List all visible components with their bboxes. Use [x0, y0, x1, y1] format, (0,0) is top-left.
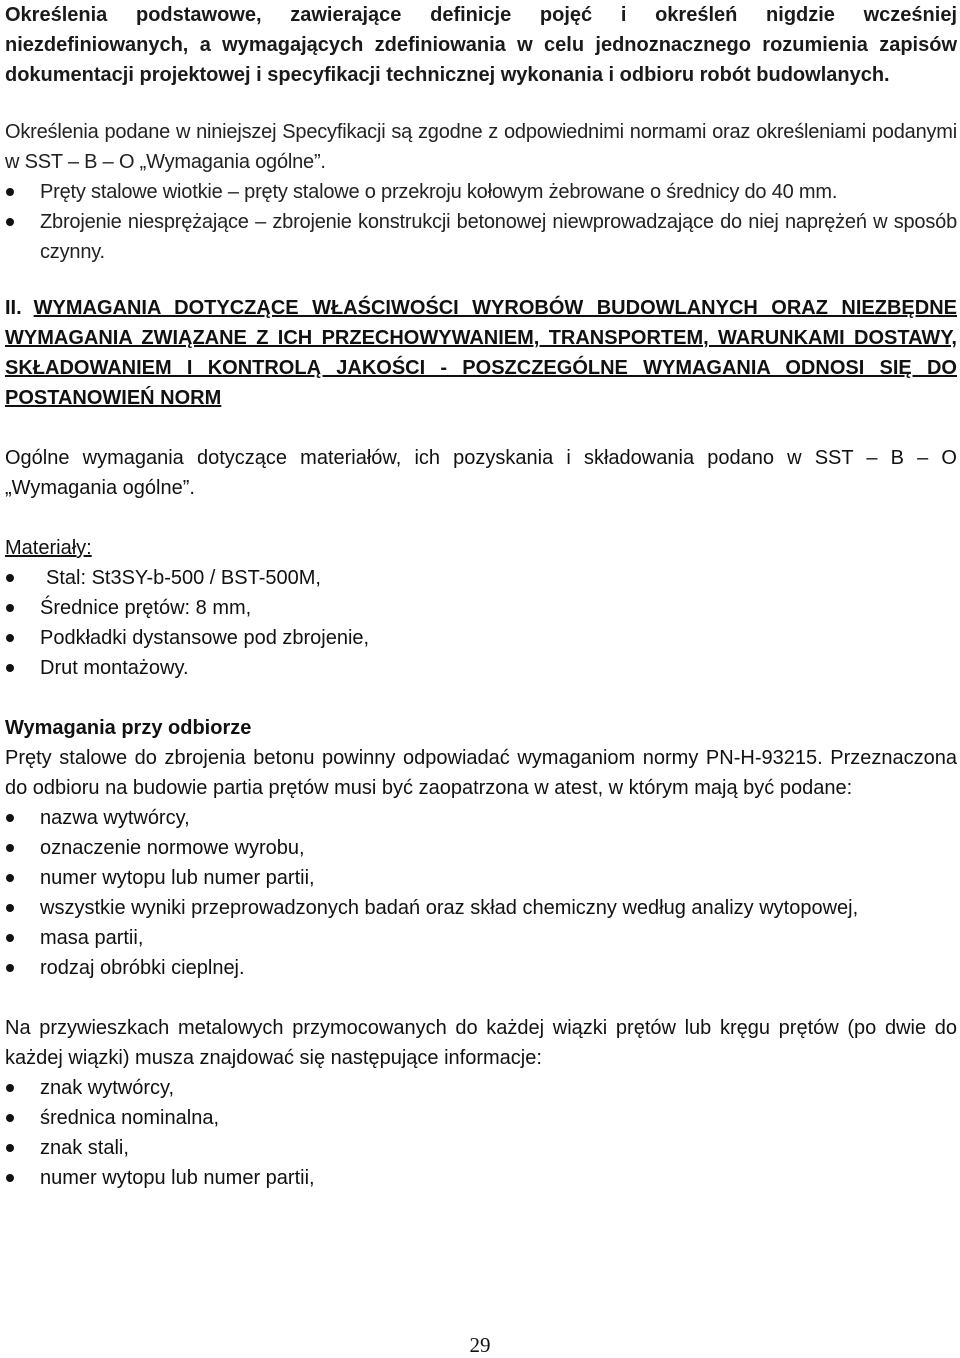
tags-list [5, 1073, 957, 1193]
page-number: 29 [469, 1333, 491, 1357]
materials-heading: Materiały: [5, 537, 92, 559]
general-paragraph: Ogólne wymagania dotyczące materiałów, ich pozyskania i składowania podano w SST – B – O „Wymagania ogólne”. [5, 447, 957, 499]
spacer [5, 683, 957, 713]
document-page [5, 0, 957, 1193]
acceptance-item: rodzaj obróbki cieplnej. [5, 953, 957, 983]
spacer [5, 90, 957, 117]
material-item: Średnice prętów: 8 mm, [5, 593, 957, 623]
acceptance-paragraph: Pręty stalowe do zbrojenia betonu powinny odpowiadać wymaganiom normy PN-H-93215. Przeznaczona do odbioru na budowie partia prętów musi być zaopatrzona w atest, w którym mają być podane: [5, 747, 957, 799]
spacer [5, 413, 957, 443]
acceptance-item: nazwa wytwórcy, [5, 803, 957, 833]
section-number: II. [5, 297, 22, 319]
definition-item: Zbrojenie niesprężające – zbrojenie konstrukcji betonowej niewprowadzające do niej naprężeń w sposób czynny. [5, 207, 957, 267]
spacer [5, 267, 957, 293]
spacer [5, 983, 957, 1013]
tags-paragraph: Na przywieszkach metalowych przymocowanych do każdej wiązki prętów lub kręgu prętów (po dwie do każdej wiązki) musza znajdować się następujące informacje: [5, 1017, 957, 1069]
material-item: Drut montażowy. [5, 653, 957, 683]
intro-paragraph: Określenia podstawowe, zawierające definicje pojęć i określeń nigdzie wcześniej niezdefiniowanych, a wymagających zdefiniowania w celu jednoznacznego rozumienia zapisów dokumentacji projektowej i specyfikacji technicznej wykonania i odbioru robót budowlanych. [5, 4, 957, 86]
section-title: WYMAGANIA DOTYCZĄCE WŁAŚCIWOŚCI WYROBÓW BUDOWLANYCH ORAZ NIEZBĘDNE WYMAGANIA ZWIĄZANE Z ICH PRZECHOWYWANIEM, TRANSPORTEM, WARUNKAMI DOSTAWY, SKŁADOWANIEM I KONTROLĄ JAKOŚCI - POSZCZEGÓLNE WYMAGANIA ODNOSI SIĘ DO POSTANOWIEŃ NORM [5, 297, 957, 409]
materials-list [5, 563, 957, 683]
definitions-paragraph: Określenia podane w niniejszej Specyfikacji są zgodne z odpowiednimi normami oraz określeniami podanymi w SST – B – O „Wymagania ogólne”. [5, 121, 957, 173]
material-item [5, 563, 957, 593]
section-heading [5, 293, 957, 413]
tag-item: znak stali, [5, 1133, 957, 1163]
tag-item: średnica nominalna, [5, 1103, 957, 1133]
acceptance-heading: Wymagania przy odbiorze [5, 717, 252, 739]
acceptance-item: masa partii, [5, 923, 957, 953]
tag-item: znak wytwórcy, [5, 1073, 957, 1103]
spacer [5, 503, 957, 533]
acceptance-item: oznaczenie normowe wyrobu, [5, 833, 957, 863]
definition-item: Pręty stalowe wiotkie – pręty stalowe o przekroju kołowym żebrowane o średnicy do 40 mm. [5, 177, 957, 207]
material-item: Podkładki dystansowe pod zbrojenie, [5, 623, 957, 653]
material-item-text: Stal: St3SY-b-500 / BST-500M, [46, 567, 321, 589]
tag-item: numer wytopu lub numer partii, [5, 1163, 957, 1193]
definitions-list [5, 177, 957, 267]
acceptance-item: numer wytopu lub numer partii, [5, 863, 957, 893]
acceptance-list [5, 803, 957, 983]
acceptance-item: wszystkie wyniki przeprowadzonych badań oraz skład chemiczny według analizy wytopowej, [5, 893, 957, 923]
